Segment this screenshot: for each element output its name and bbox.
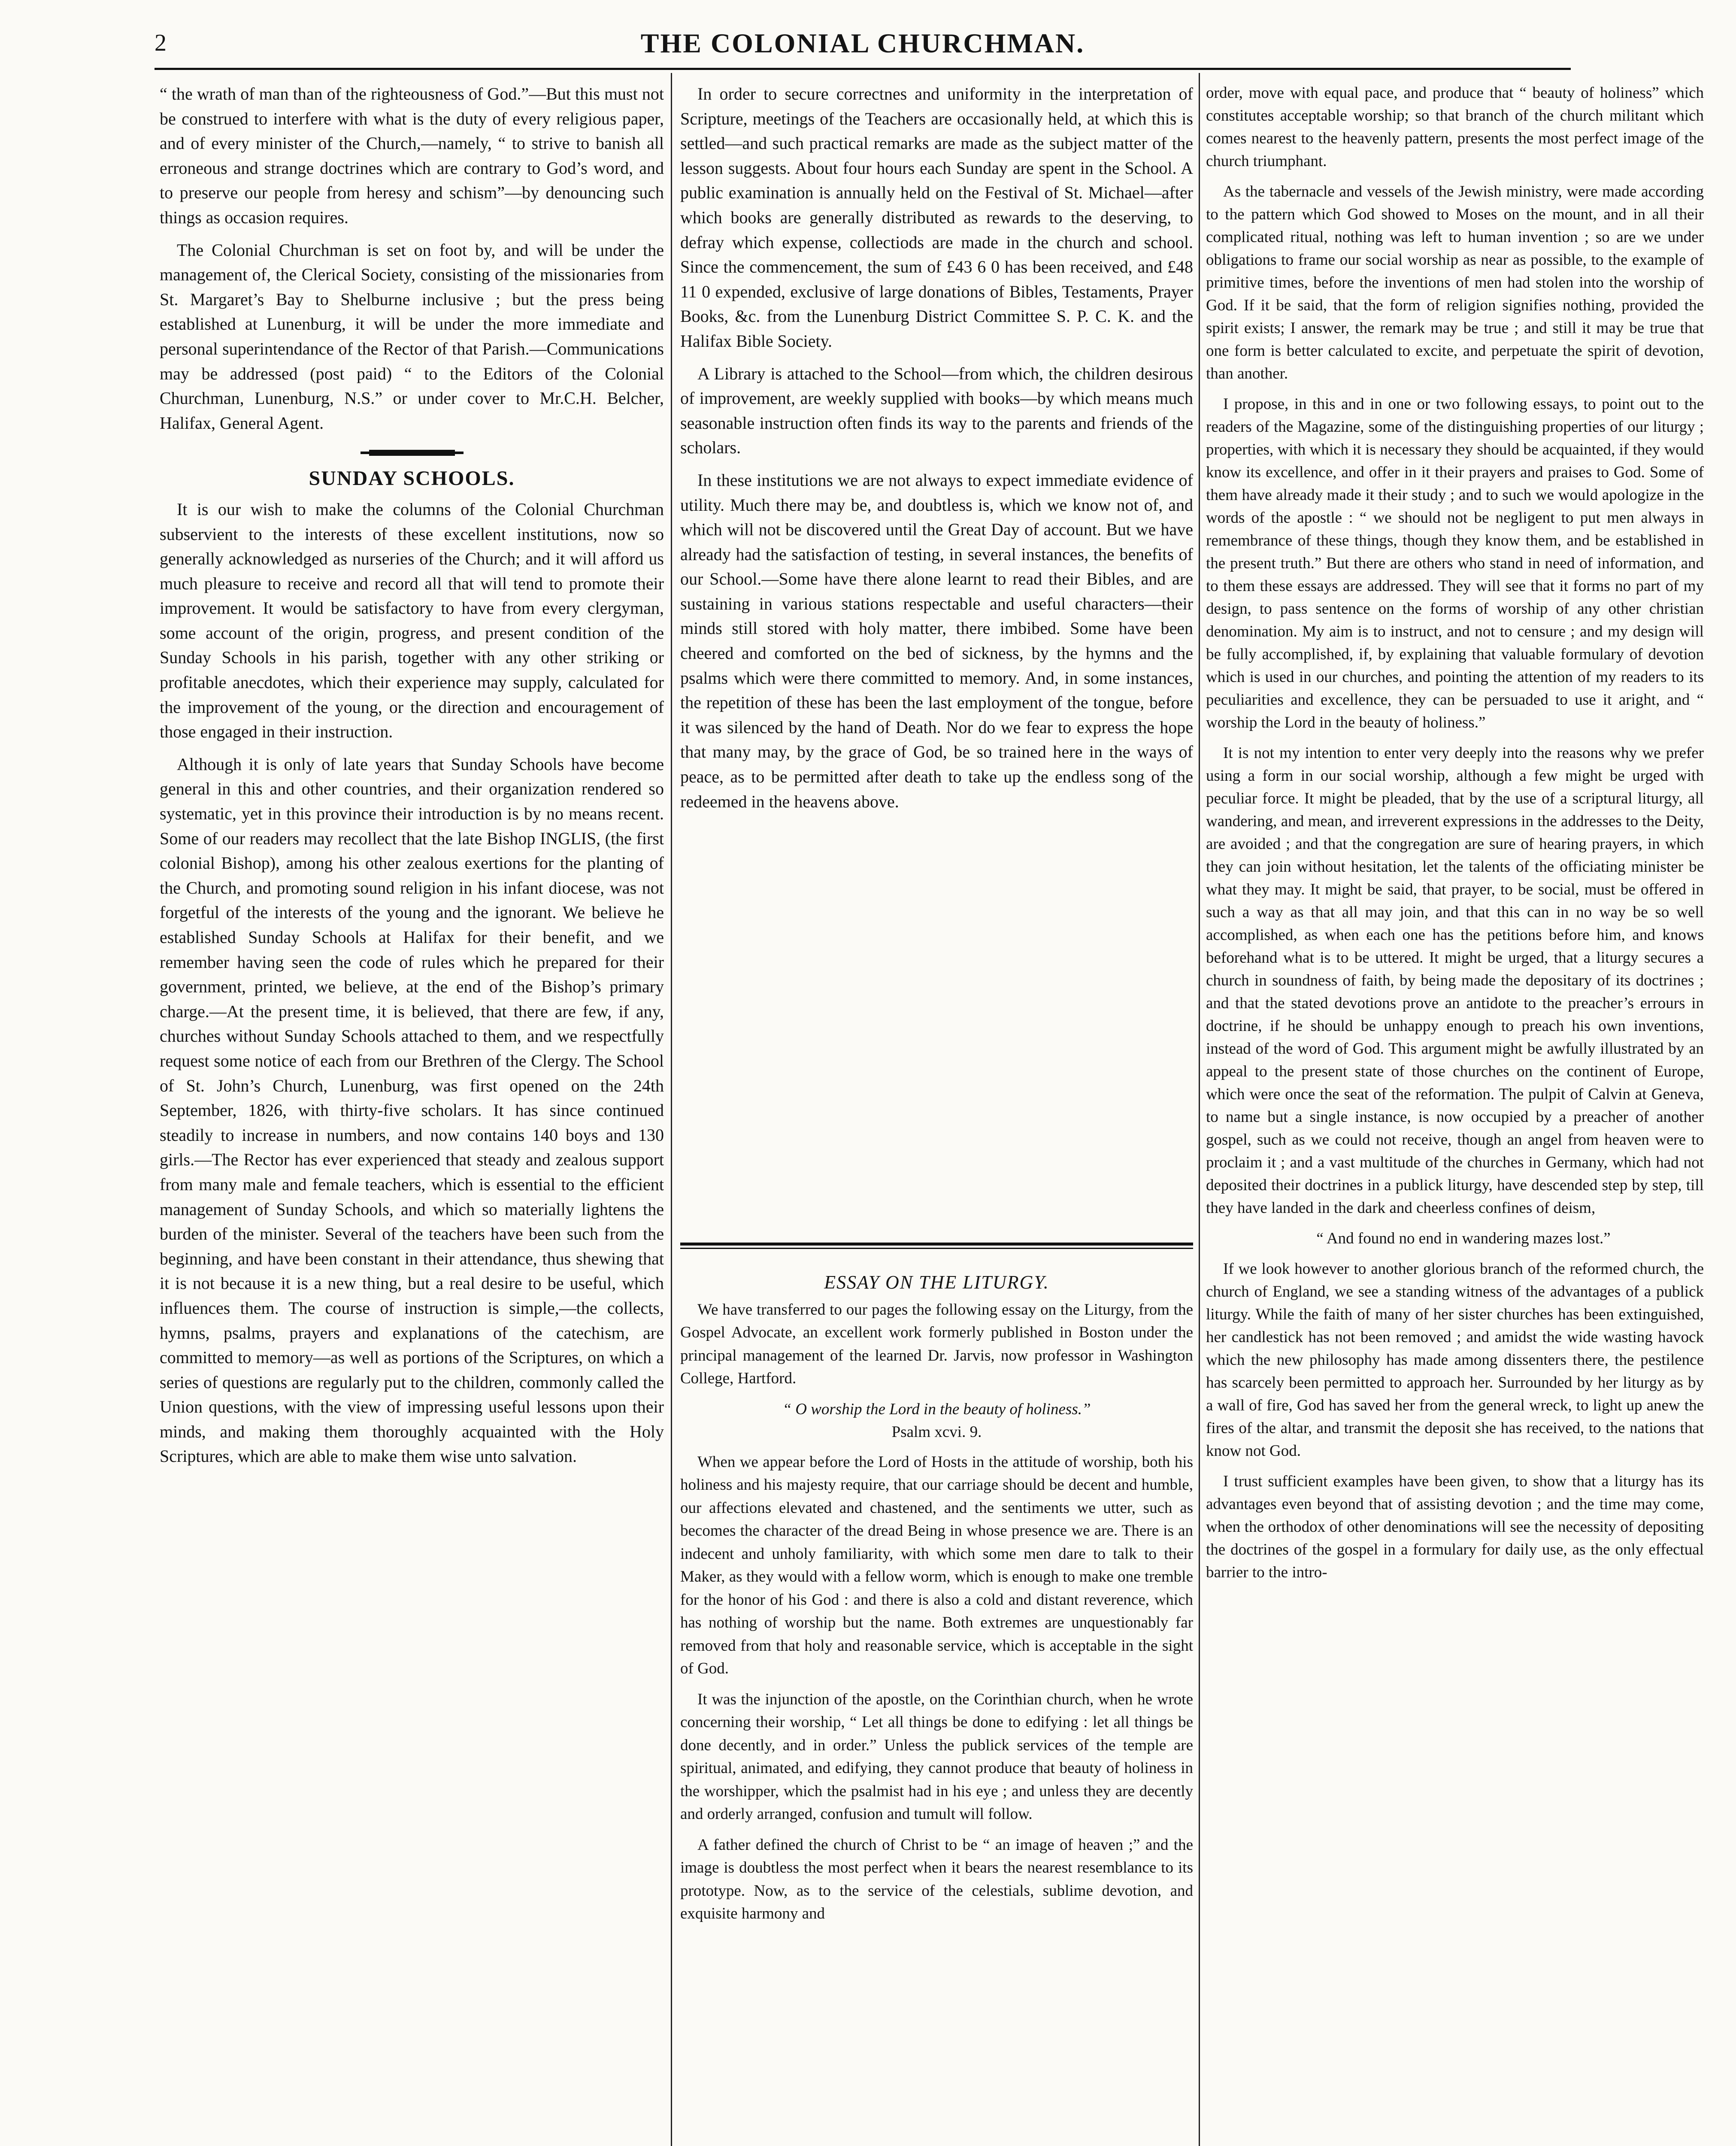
paragraph: A Library is attached to the School—from which, the children desirous of improvement, are weekly supplied with books—by which means much seasonable instruction often finds its way to the parents and friends of the scholars.: [680, 364, 1193, 458]
paragraph: order, move with equal pace, and produce that “ beauty of holiness” which constitutes acceptable worship; so that branch of the church militant which comes nearest to the heavenly pattern, presents the most perfect image of the church triumphant.: [1206, 84, 1704, 170]
page-header: [155, 26, 1571, 64]
column-3: [1206, 82, 1704, 1591]
paragraph: In order to secure correctnes and uniformity in the interpretation of Scripture, meetings of the Teachers are occasionally held, at which this is settled—and such practical remarks are made as the subject matter of the lesson suggests. About four hours each Sunday are spent in the School. A public examination is annually held on the Festival of St. Michael—after which books are generally distributed as rewards to the deserving, to defray which expense, collectiods are made in the church and school. Since the commencement, the sum of £43 6 0 has been received, and £48 11 0 expended, exclusive of large donations of Bibles, Testaments, Prayer Books, &c. from the Lunenburg District Committee S. P. C. K. and the Halifax Bible Society.: [680, 84, 1193, 351]
column-2: [680, 82, 1193, 1283]
paragraph: We have transferred to our pages the following essay on the Liturgy, from the Gospel Advocate, an excellent work formerly published in Boston under the principal management of the learned Dr. Jarvis, now professor in Washington College, Hartford.: [680, 1300, 1193, 1387]
paragraph: It is our wish to make the columns of the Colonial Churchman subservient to the interests of these excellent institutions, now so generally acknowledged as nurseries of the Church; and it will afford us much pleasure to receive and record all that will tend to promote their improvement. It would be satisfactory to have from every clergyman, some account of the origin, progress, and present condition of the Sunday Schools in his parish, together with any other striking or profitable anecdotes, which their experience may supply, calculated for the improvement of the young, or the direction and encouragement of those engaged in their instruction.: [160, 499, 664, 742]
paragraph: I trust sufficient examples have been given, to show that a liturgy has its advantages even beyond that of assisting devotion ; and the time may come, when the orthodox of other denominations will see the necessity of depositing the doctrines of the gospel in a formulary for daily use, as the only effectual barrier to the intro-: [1206, 1473, 1704, 1581]
paragraph: The Colonial Churchman is set on foot by, and will be under the management of, the Clerical Society, consisting of the missionaries from St. Margaret’s Bay to Shelburne inclusive ; but the press being established at Lunenburg, it will be under the more immediate and personal superintendance of the Rector of that Parish.—Communications may be addressed (post paid) “ to the Editors of the Colonial Churchman, Lunenburg, N.S.” or under cover to Mr.C.H. Belcher, Halifax, General Agent.: [160, 240, 664, 433]
paragraph: In these institutions we are not always to expect immediate evidence of utility. Much there may be, and doubtless is, which we know not of, and which will not be discovered until the Great Day of account. But we have already had the satisfaction of testing, in several instances, the benefits of our School.—Some have there alone learnt to read their Bibles, and are sustaining in various stations respectable and useful characters—their minds still stored with holy matter, there imbibed. Some have been cheered and comforted on the bed of sickness, by the hymns and the psalms which were there committed to memory. And, in some instances, the repetition of these has been the last employment of the tongue, before it was silenced by the hand of Death. Nor do we fear to express the hope that many may, by the grace of God, be so trained here in the ways of peace, as to be permitted after death to take up the endless song of the redeemed in the heavens above.: [680, 470, 1193, 811]
column-1: [160, 82, 664, 1476]
masthead-title: THE COLONIAL CHURCHMAN.: [640, 28, 1085, 58]
paragraph: A father defined the church of Christ to be “ an image of heaven ;” and the image is doubtless the most perfect when it bears the nearest resemblance to its prototype. Now, as to the service of the celestials, sublime devotion, and exquisite harmony and: [680, 1836, 1193, 1922]
paragraph: It is not my intention to enter very deeply into the reasons why we prefer using a form in our social worship, although a few might be urged with peculiar force. It might be pleaded, that by the use of a scriptural liturgy, all wandering, and mean, and irreverent expressions in the addresses to the Deity, are avoided ; and that the congregation are sure of hearing prayers, in which they can join without hesitation, let the talents of the officiating minister be what they may. It might be said, that prayer, to be social, must be offered in such a way as that all may join, and that this can in no way be so well accomplished, as when each one has the petitions before him, and knows beforehand what is to be uttered. It might be urged, that a liturgy secures a church in soundness of faith, by being made the depositary of its doctrines ; and that the stated devotions prove an antidote to the preacher’s errours in doctrine, if he should be unhappy enough to preach his own inventions, instead of the word of God. This argument might be awfully illustrated by an appeal to the present state of those churches on the continent of Europe, which were once the seat of the reformation. The pulpit of Calvin at Geneva, to name but a single instance, is now occupied by a preacher of another gospel, such as we could not receive, though an angel from heaven were to proclaim it ; and a vast multitude of the churches in Germany, which had not deposited their doctrines in a publick liturgy, have descended step by step, till they have landed in the dark and cheerless confines of deism,: [1206, 744, 1704, 1217]
quotation: “ And found no end in wandering mazes lost.”: [1316, 1230, 1611, 1247]
epigraph: “ O worship the Lord in the beauty of holiness.”: [782, 1400, 1091, 1418]
ornament-rule-icon: [361, 450, 464, 456]
page-number: 2: [155, 30, 167, 56]
column-divider-2: [1199, 73, 1200, 2146]
paragraph: When we appear before the Lord of Hosts in the attitude of worship, both his holiness and his majesty require, that our carriage should be decent and humble, our affections elevated and chastened, and the sentiments we utter, such as becomes the character of the dread Being in whose presence we are. There is an indecent and unholy familiarity, with which some men dare to talk to their Maker, as they would with a fellow worm, which is enough to make one tremble for the honor of his God : and there is also a cold and distant reverence, which has nothing of worship but the name. Both extremes are unquestionably far removed from that holy and reasonable service, which is acceptable in the sight of God.: [680, 1453, 1193, 1677]
column-divider-1: [671, 73, 672, 2146]
epigraph-reference: Psalm xcvi. 9.: [891, 1423, 982, 1441]
paragraph: Although it is only of late years that Sunday Schools have become general in this and other countries, and their organization rendered so systematic, yet in this province their introduction is by no means recent. Some of our readers may recollect that the late Bishop INGLIS, (the first colonial Bishop), among his other zealous exertions for the planting of the Church, and promoting sound religion in his infant diocese, was not forgetful of the interests of the young and the ignorant. We believe he established Sunday Schools at Halifax for their benefit, and we remember having seen the code of rules which he prepared for their government, printed, we believe, at the end of the Bishop’s primary charge.—At the present time, it is believed, that there are few, if any, churches without Sunday Schools attached to them, and we respectfully request some notice of each from our Brethren of the Clergy. The School of St. John’s Church, Lunenburg, was first opened on the 24th September, 1826, with thirty-five scholars. It has since continued steadily to increase in numbers, and now contains 140 boys and 130 girls.—The Rector has ever experienced that steady and zealous support from many male and female teachers, which is essential to the efficient management of Sunday Schools, and which so materially lightens the burden of the minister. Several of the teachers have been such from the beginning, and have been constant in their attendance, thus shewing that it is not because it is a new thing, but a real desire to be useful, which influences them. The course of instruction is simple,—the collects, hymns, psalms, prayers and explanations of the catechism, are committed to memory—as well as portions of the Scriptures, on which a series of questions are regularly put to the children, commonly called the Union questions, with the view of impressing useful lessons upon their minds, and making them thoroughly acquainted with the Holy Scriptures, which are able to make them wise unto salvation.: [160, 754, 664, 1466]
paragraph: It was the injunction of the apostle, on the Corinthian church, when he wrote concerning their worship, “ Let all things be done to edifying : let all things be done decently, and in order.” Unless the publick services of the temple are spiritual, animated, and edifying, they cannot produce that beauty of holiness in the worshipper, which the psalmist had in his eye ; and unless they are decently and orderly arranged, confusion and tumult will follow.: [680, 1690, 1193, 1823]
section-divider: [680, 1243, 1193, 1251]
header-rule: [155, 68, 1571, 70]
paragraph: “ the wrath of man than of the righteousness of God.”—But this must not be construed to interfere with what is the duty of every religious paper, and of every minister of the Church,—namely, “ to strive to banish all erroneous and strange doctrines which are contrary to God’s word, and to preserve our people from heresy and schism”—by denouncing such things as occasion requires.: [160, 84, 664, 227]
essay-section: [680, 1268, 1193, 1933]
paragraph: If we look however to another glorious branch of the reformed church, the church of England, we see a standing witness of the advantages of a publick liturgy. While the faith of many of her sister churches has been extinguished, her candlestick has not been removed ; and amidst the wide wasting havock which the new philosophy has made among dissenters there, the pestilence has scarcely been permitted to approach her. Surrounded by her liturgy as by a wall of fire, God has saved her from the general wreck, to light up anew the fires of the altar, and transmit the deposit she has received, to the nations that know not God.: [1206, 1260, 1704, 1460]
section-heading: SUNDAY SCHOOLS.: [309, 467, 515, 490]
essay-heading: ESSAY ON THE LITURGY.: [824, 1272, 1049, 1293]
paragraph: I propose, in this and in one or two following essays, to point out to the readers of the Magazine, some of the distinguishing properties of our liturgy ; properties, with which it is necessary they should be acquainted, if they would know its excellence, and offer in it their prayers and praises to God. Some of them have already made it their study ; and to such we would apologize in the words of the apostle : “ we should not be negligent to put men always in remembrance of these things, though they know them, and be established in the present truth.” But there are others who stand in need of information, and to them these essays are addressed. They will see that it forms no part of my design, to pass sentence on the forms of worship of any other christian denomination. My aim is to instruct, and not to censure ; and my design will be fully accomplished, if, by explaining that valuable formulary of devotion which is used in our churches, and pointing the attention of my readers to its peculiarities and excellence, they can be persuaded to use it aright, and “ worship the Lord in the beauty of holiness.”: [1206, 395, 1704, 731]
paragraph: As the tabernacle and vessels of the Jewish ministry, were made according to the pattern which God showed to Moses on the mount, and in all their complicated ritual, nothing was left to human invention ; so are we under obligations to frame our social worship as near as possible, to the example of primitive times, before the inventions of men had stolen into the worship of God. If it be said, that the form of religion signifies nothing, provided the spirit exists; I answer, the remark may be true ; and still it may be true that one form is better calculated to excite, and perpetuate the spirit of devotion, than another.: [1206, 183, 1704, 382]
